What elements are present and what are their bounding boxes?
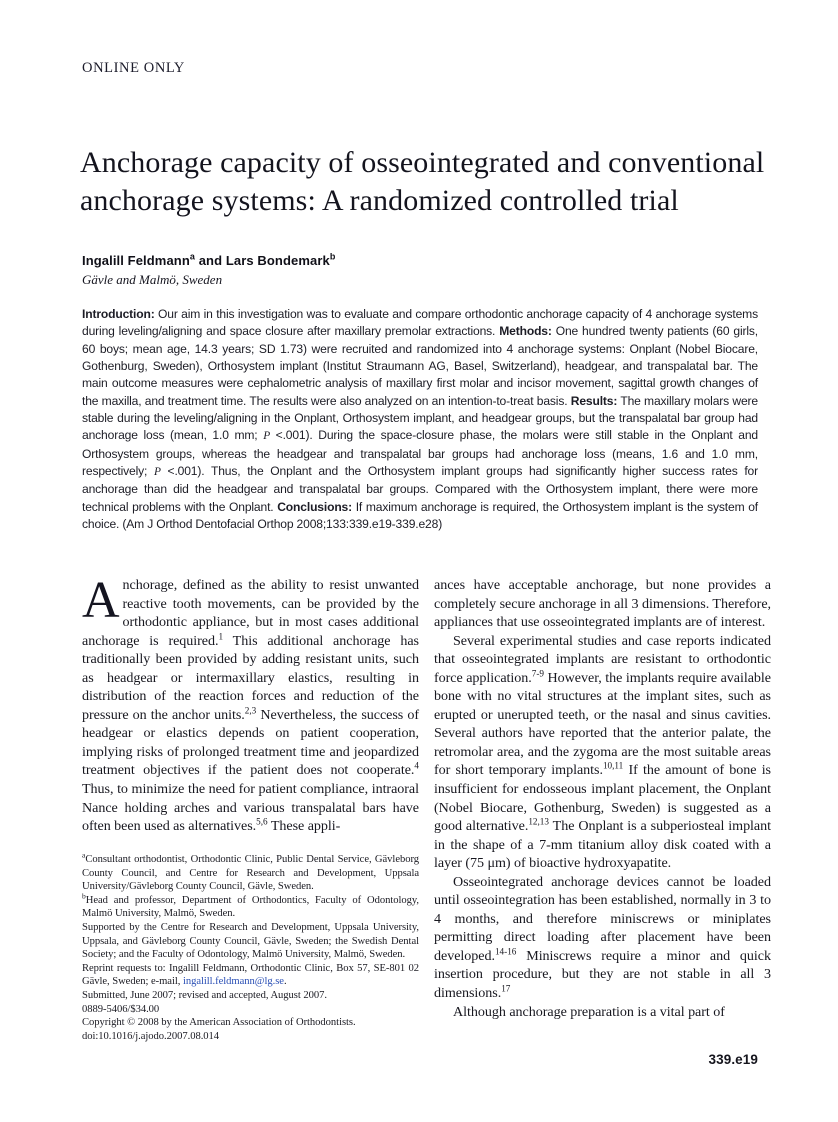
paragraph-osseointegration-loading [434, 873, 771, 1003]
abstract-label-methods: Methods: [499, 324, 552, 339]
abstract-text-conclusions: If maximum anchorage is required, the Orthosystem implant is the system of choice. (Am J Orthod Dentofacial Orthop 2008;133:339.e19-339.e28) [82, 499, 758, 532]
citation-ref-10-11: 10,11 [602, 760, 624, 771]
citation-ref-2-3: 2,3 [244, 705, 257, 716]
footnote-a [82, 850, 419, 894]
footnote-doi: doi:10.1016/j.ajodo.2007.08.014 [82, 1030, 220, 1042]
drop-cap: A [82, 572, 120, 629]
abstract-text-results-2: <.001). During the space-closure phase, the molars were still stable in the Onplant and Orthosystem groups, whereas the headgear and transpalatal bar groups had anchorage loss (means, 1.6 and 1.0 mm, respectively; [82, 428, 758, 479]
footnote-copyright: Copyright © 2008 by the American Association of Orthodontists. [82, 1017, 356, 1029]
footnote-marker-a: a [82, 850, 86, 860]
paragraph-text-3a: Osseointegrated anchorage devices cannot be loaded until osseointegration has been established, normally in 3 to 4 months, and therefore miniscrews or miniplates permitting direct loading after placement have been developed. [434, 873, 771, 964]
footnote-a-text: Consultant orthodontist, Orthodontic Clinic, Public Dental Service, Gävleborg County Council, and Centre for Research and Development, Uppsala University/Gävleborg County Council, Gävle, Sweden. [82, 854, 419, 893]
citation-ref-1: 1 [218, 630, 224, 641]
citation-ref-14-16: 14-16 [494, 946, 517, 957]
citation-ref-4: 4 [414, 760, 419, 771]
author-name-first: Ingalill Feldmann [82, 253, 190, 268]
p-value-symbol-2: P [154, 466, 161, 479]
reprint-text-prefix: Reprint requests to: Ingalill Feldmann, Orthodontic Clinic, Box 57, SE-801 02 Gävle, Sweden; e-mail, [82, 962, 419, 988]
paragraph-text-1a: nchorage, defined as the ability to resist unwanted reactive tooth movements, can be provided by the orthodontic appliance, but in most cases additional anchorage is required. [82, 577, 419, 649]
abstract-label-conclusions: Conclusions: [277, 499, 353, 514]
paragraph-text-1d: Thus, to minimize the need for patient compliance, intraoral Nance holding arches and various transpalatal bars have often been used as alternatives. [82, 781, 419, 835]
abstract-label-introduction: Introduction: [82, 307, 155, 321]
paragraph-text-1e: These appli- [267, 818, 341, 835]
citation-ref-12-13: 12,13 [528, 816, 549, 827]
citation-ref-5-6: 5,6 [256, 816, 268, 827]
paragraph-text-2c: If the amount of bone is insufficient for endosseous implant placement, the Onplant (Nobel Biocare, Gothenburg, Sweden) is suggested as a good alternative. [434, 762, 771, 835]
abstract [82, 306, 758, 533]
body-column-right [434, 576, 771, 1021]
author-affiliation-marker-b: b [329, 251, 336, 262]
abstract-label-results: Results: [570, 393, 618, 408]
footnote-support: Supported by the Centre for Research and Development, Uppsala University, Uppsala, and Gävleborg County Council, Gävle, Sweden; the Swedish Dental Society; and the Faculty of Odontology, Malmö University, Malmö, Sweden. [82, 921, 419, 961]
page-number: 339.e19 [708, 1052, 758, 1067]
abstract-text-results-1: The maxillary molars were stable during the leveling/aligning in the Onplant, Orthosystem implant, and headgear groups, but the transpalatal bar group had anchorage loss (mean, 1.0 mm; [82, 393, 758, 443]
paragraph-implant-studies [434, 632, 771, 873]
abstract-text-results-3: <.001). Thus, the Onplant and the Orthosystem implant groups had significantly higher success rates for anchorage than did the headgear and transpalatal bar groups. Compared with the Orthosystem implant, there were more technical problems with the Onplant. [82, 464, 759, 514]
footnote-marker-b: b [82, 891, 86, 901]
body-column-left [82, 572, 419, 836]
author-conjunction: and Lars Bondemark [195, 253, 330, 268]
author-affiliation-marker-a: a [189, 251, 195, 262]
footnote-b [82, 891, 419, 921]
paragraph-text-2a: Several experimental studies and case reports indicated that osseointegrated implants are resistant to orthodontic force application. [434, 632, 771, 686]
abstract-text-introduction: Our aim in this investigation was to evaluate and compare orthodontic anchorage capacity of 4 anchorage systems during leveling/aligning and space closure after maxillary premolar extractions. [82, 307, 758, 339]
paragraph-intro-first [82, 572, 419, 836]
paragraph-text-3b: Miniscrews require a minor and quick insertion procedure, but they are not stable in all 3 dimensions. [434, 947, 771, 1002]
citation-ref-17: 17 [501, 983, 511, 994]
paragraph-anchorage-preparation: Although anchorage preparation is a vital part of [453, 1003, 725, 1020]
footnote-submitted-date: Submitted, June 2007; revised and accepted, August 2007. [82, 989, 327, 1001]
author-list [82, 253, 772, 268]
footnote-reprint-requests [82, 962, 419, 989]
p-value-symbol-1: P [263, 430, 270, 443]
paragraph-text-2d: The Onplant is a subperiosteal implant in the shape of a 7-mm titanium alloy disk coated with a layer (75 μm) of bioactive hydroxyapatite. [434, 818, 771, 872]
abstract-text-methods: One hundred twenty patients (60 girls, 60 boys; mean age, 14.3 years; SD 1.73) were recruited and randomized into 4 anchorage systems: Onplant (Nobel Biocare, Gothenburg, Sweden), Orthosystem implant (Institut Straumann AG, Basel, Switzerland), headgear, and transpalatal bar. The main outcome measures were cephalometric analysis of maxillary first molar and incisor movement, sagittal growth changes of the maxilla, and treatment time. The results were also analyzed on an intention-to-treat basis. [82, 324, 758, 408]
footnote-b-text: Head and professor, Department of Orthodontics, Faculty of Odontology, Malmö University, Malmö, Sweden. [82, 894, 419, 920]
paragraph-text-1b: This additional anchorage has traditionally been provided by adding resistant units, such as headgear or intermaxillary elastics, resulting in distribution of the reaction forces and reduction of the pressure on the anchor units. [82, 632, 419, 723]
citation-ref-7-9: 7-9 [531, 668, 545, 679]
paragraph-text-2b: However, the implants require available bone with no vital structures at the implant sites, such as erupted or unerupted teeth, or the nasal and sinus cavities. Several authors have reported that the anterior palate, the retromolar area, and the zygoma are the most suitable areas for short temporary implants. [434, 669, 771, 779]
paragraph-text-1c: Nevertheless, the success of headgear or elastics depends on patient cooperation, implying risks of prolonged treatment time and jeopardized treatment objectives if the patient does not cooperate. [82, 706, 419, 779]
paragraph-continuation: ances have acceptable anchorage, but none provides a completely secure anchorage in all 3 dimensions. Therefore, appliances that use osseointegrated implants are of interest. [434, 577, 771, 631]
contact-email-link[interactable]: ingalill.feldmann@lg.se [182, 976, 284, 988]
page-title: Anchorage capacity of osseointegrated and conventional anchorage systems: A randomized controlled trial [80, 146, 765, 218]
reprint-text-suffix: . [283, 976, 287, 988]
footnote-issn: 0889-5406/$34.00 [82, 1003, 160, 1015]
author-location: Gävle and Malmö, Sweden [82, 272, 223, 287]
running-head: ONLINE ONLY [82, 60, 186, 76]
footnotes-block [82, 850, 419, 1043]
